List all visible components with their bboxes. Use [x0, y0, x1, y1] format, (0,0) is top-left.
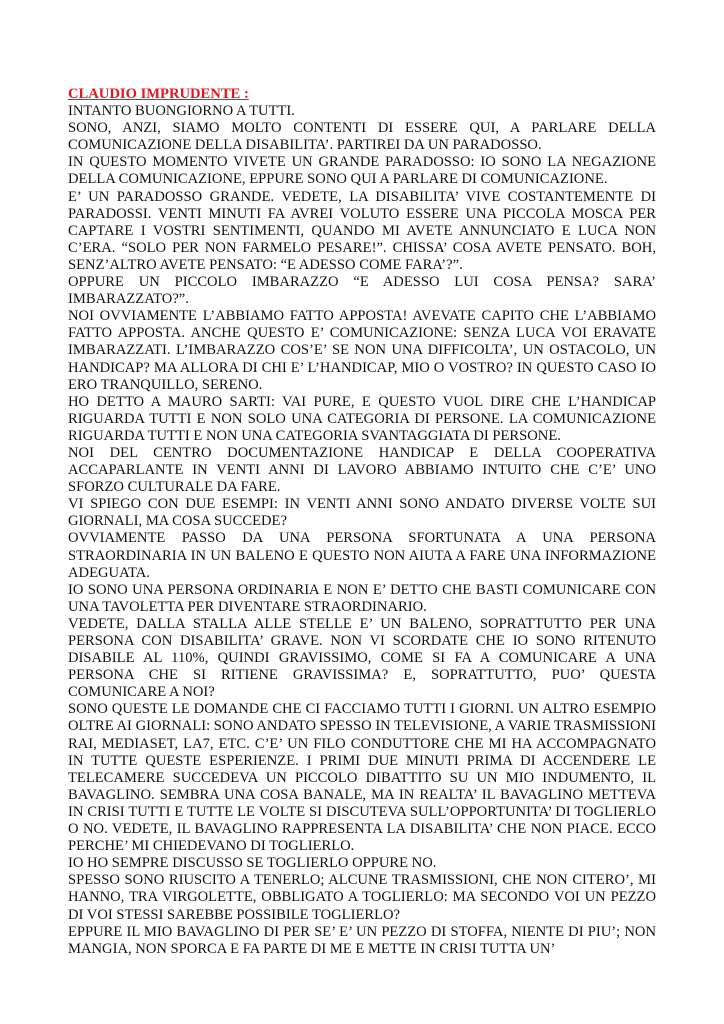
speaker-heading: CLAUDIO IMPRUDENTE : — [68, 86, 249, 102]
paragraph: VEDETE, DALLA STALLA ALLE STELLE E’ UN BALENO, SOPRATTUTTO PER UNA PERSONA CON DISABILITA’ GRAVE. NON VI SCORDATE CHE IO SONO RITENUTO DISABILE AL 110%, QUINDI GRAVISSIMO, COME SI FA A COMUNICARE A UNA PERSONA CHE SI RITIENE GRAVISSIMA? E, SOPRATTUTTO, PUO’ QUESTA COMUNICARE A NOI? — [68, 615, 656, 701]
paragraph: EPPURE IL MIO BAVAGLINO DI PER SE’ E’ UN PEZZO DI STOFFA, NIENTE DI PIU’; NON MANGIA, NON SPORCA E FA PARTE DI ME E METTE IN CRISI TUTTA UN’ — [68, 923, 656, 957]
paragraph: IN QUESTO MOMENTO VIVETE UN GRANDE PARADOSSO: IO SONO LA NEGAZIONE DELLA COMUNICAZIONE, EPPURE SONO QUI A PARLARE DI COMUNICAZIONE. — [68, 154, 656, 188]
paragraph: IO SONO UNA PERSONA ORDINARIA E NON E’ DETTO CHE BASTI COMUNICARE CON UNA TAVOLETTA PER DIVENTARE STRAORDINARIO. — [68, 581, 656, 615]
paragraph: SONO QUESTE LE DOMANDE CHE CI FACCIAMO TUTTI I GIORNI. UN ALTRO ESEMPIO OLTRE AI GIORNALI: SONO ANDATO SPESSO IN TELEVISIONE, A VARIE TRASMISSIONI RAI, MEDIASET, LA7, ETC. C’E’ UN FILO CONDUTTORE CHE MI HA ACCOMPAGNATO IN TUTTE QUESTE ESPERIENZE. I PRIMI DUE MINUTI PRIMA DI ACCENDERE LE TELECAMERE SUCCEDEVA UN PICCOLO DIBATTITO SU UN MIO INDUMENTO, IL BAVAGLINO. SEMBRA UNA COSA BANALE, MA IN REALTA’ IL BAVAGLINO METTEVA IN CRISI TUTTI E TUTTE LE VOLTE SI DISCUTEVA SULL’OPPORTUNITA’ DI TOGLIERLO O NO. VEDETE, IL BAVAGLINO RAPPRESENTA LA DISABILITA’ CHE NON PIACE. ECCO PERCHE’ MI CHIEDEVANO DI TOGLIERLO. — [68, 701, 656, 855]
paragraph: OVVIAMENTE PASSO DA UNA PERSONA SFORTUNATA A UNA PERSONA STRAORDINARIA IN UN BALENO E QUESTO NON AIUTA A FARE UNA INFORMAZIONE ADEGUATA. — [68, 530, 656, 581]
paragraph: INTANTO BUONGIORNO A TUTTI. — [68, 103, 295, 120]
paragraph: SONO, ANZI, SIAMO MOLTO CONTENTI DI ESSERE QUI, A PARLARE DELLA COMUNICAZIONE DELLA DISABILITA’. PARTIREI DA UN PARADOSSO. — [68, 120, 656, 154]
document-page — [68, 86, 656, 958]
paragraph: OPPURE UN PICCOLO IMBARAZZO “E ADESSO LUI COSA PENSA? SARA’ IMBARAZZATO?”. — [68, 274, 656, 308]
paragraph: HO DETTO A MAURO SARTI: VAI PURE, E QUESTO VUOL DIRE CHE L’HANDICAP RIGUARDA TUTTI E NON SOLO UNA CATEGORIA DI PERSONE. LA COMUNICAZIONE RIGUARDA TUTTI E NON UNA CATEGORIA SVANTAGGIATA DI PERSONE. — [68, 393, 656, 444]
paragraph: NOI OVVIAMENTE L’ABBIAMO FATTO APPOSTA! AVEVATE CAPITO CHE L’ABBIAMO FATTO APPOSTA. ANCHE QUESTO E’ COMUNICAZIONE: SENZA LUCA VOI ERAVATE IMBARAZZATI. L’IMBARAZZO COS’E’ SE NON UNA DIFFICOLTA’, UN OSTACOLO, UN HANDICAP? MA ALLORA DI CHI E’ L’HANDICAP, MIO O VOSTRO? IN QUESTO CASO IO ERO TRANQUILLO, SERENO. — [68, 308, 656, 393]
paragraph: NOI DEL CENTRO DOCUMENTAZIONE HANDICAP E DELLA COOPERATIVA ACCAPARLANTE IN VENTI ANNI DI LAVORO ABBIAMO INTUITO CHE C’E’ UNO SFORZO CULTURALE DA FARE. — [68, 444, 656, 496]
paragraph: E’ UN PARADOSSO GRANDE. VEDETE, LA DISABILITA’ VIVE COSTANTEMENTE DI PARADOSSI. VENTI MINUTI FA AVREI VOLUTO ESSERE UNA PICCOLA MOSCA PER CAPTARE I VOSTRI SENTIMENTI, QUANDO MI AVETE ANNUNCIATO E LUCA NON C’ERA. “SOLO PER NON FARMELO PESARE!”. CHISSA’ COSA AVETE PENSATO. BOH, SENZ’ALTRO AVETE PENSATO: “E ADESSO COME FARA’?”. — [68, 188, 656, 273]
paragraph: SPESSO SONO RIUSCITO A TENERLO; ALCUNE TRASMISSIONI, CHE NON CITERO’, MI HANNO, TRA VIRGOLETTE, OBBLIGATO A TOGLIERLO: MA SECONDO VOI UN PEZZO DI VOI STESSI SAREBBE POSSIBILE TOGLIERLO? — [68, 872, 656, 923]
paragraph: IO HO SEMPRE DISCUSSO SE TOGLIERLO OPPURE NO. — [68, 855, 437, 872]
paragraph: VI SPIEGO CON DUE ESEMPI: IN VENTI ANNI SONO ANDATO DIVERSE VOLTE SUI GIORNALI, MA COSA SUCCEDE? — [68, 496, 656, 530]
